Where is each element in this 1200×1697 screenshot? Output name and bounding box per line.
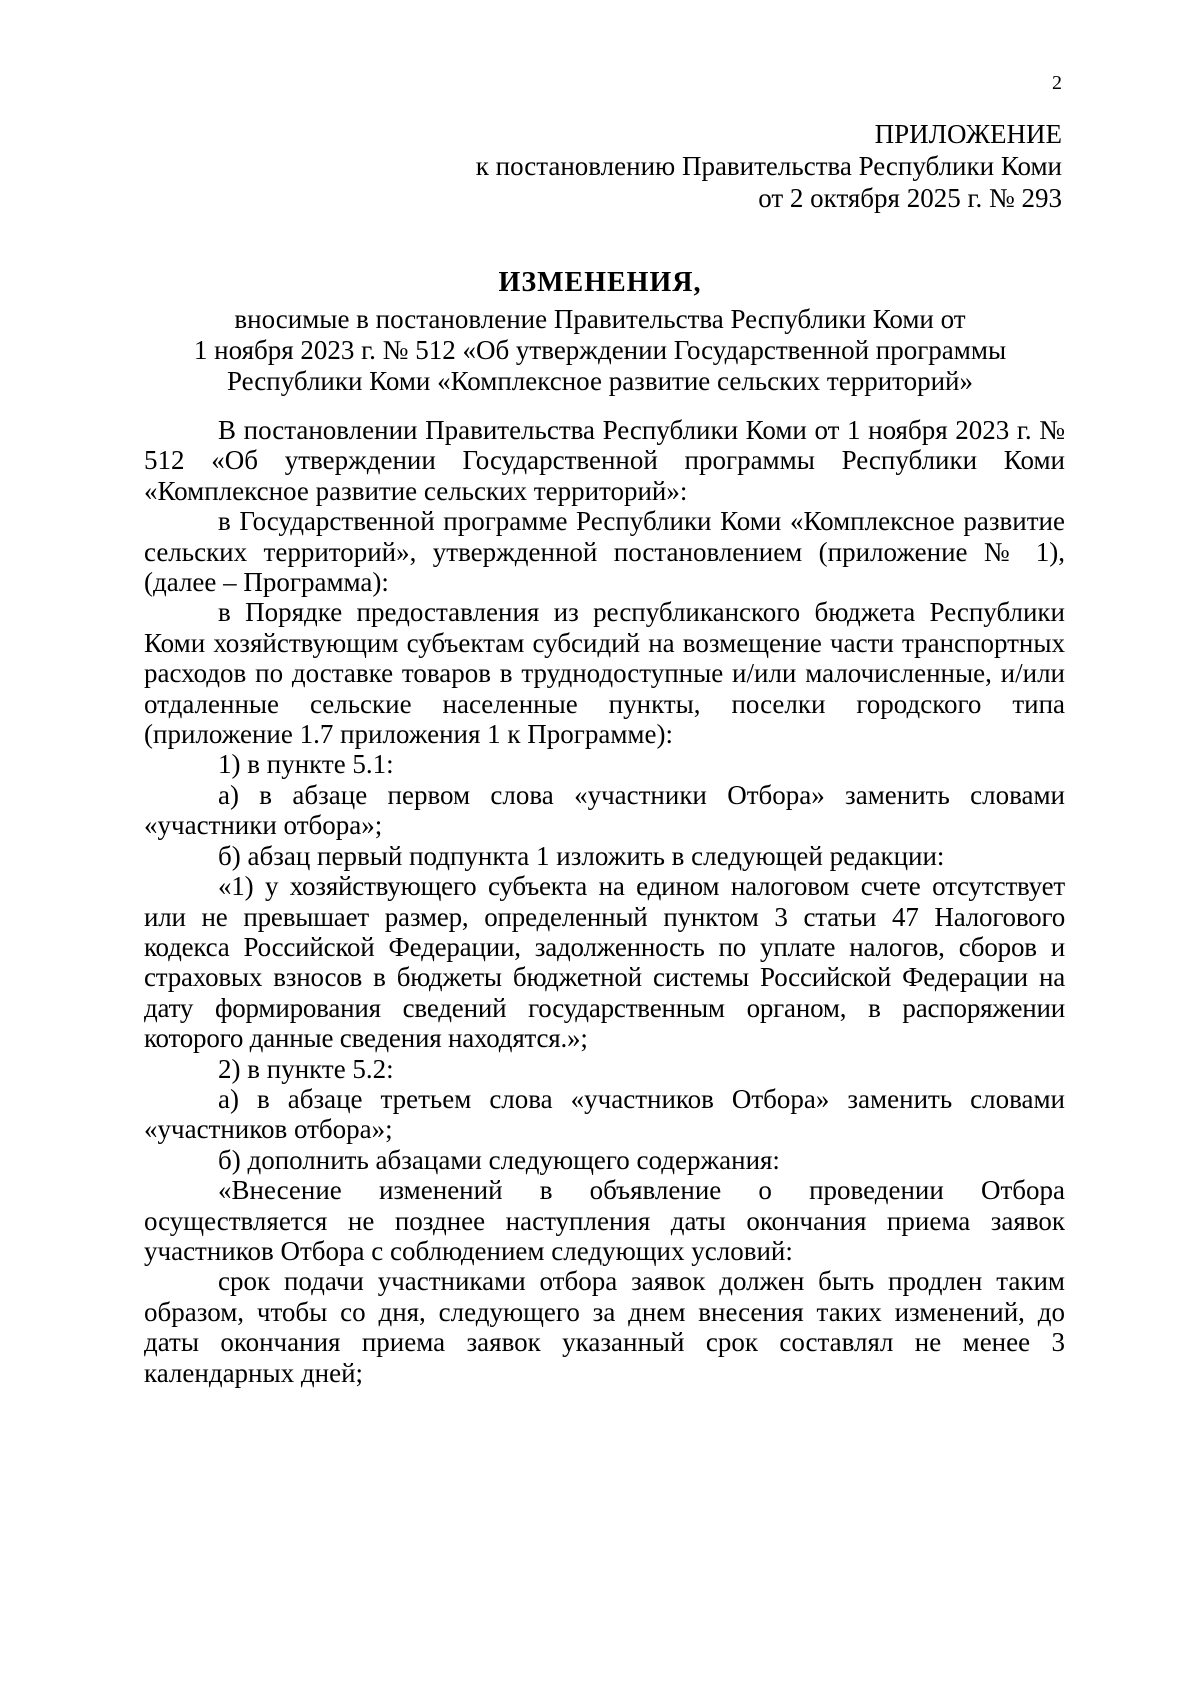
body-paragraph: б) абзац первый подпункта 1 изложить в следующей редакции: <box>218 840 945 871</box>
title-subline-2: 1 ноября 2023 г. № 512 «Об утверждении Государственной программы <box>193 335 1007 365</box>
approval-label: ПРИЛОЖЕНИЕ <box>874 119 1062 149</box>
body-paragraph: «1) у хозяйствующего субъекта на едином налоговом счете отсутствует или не превышает размер, определенный пунктом 3 статьи 47 Налогового кодекса Российской Федерации, задолженность по уплате налогов, сборов и страховых взносов в бюджеты бюджетной системы Российской Федерации на дату формирования сведений государственным органом, в распоряжении которого данные сведения находятся.»; <box>144 871 1065 1054</box>
body-paragraph: в Государственной программе Республики Коми «Комплексное развитие сельских территорий», утвержденной постановлением (приложение № 1), (далее – Программа): <box>144 506 1065 598</box>
approval-date-number: от 2 октября 2025 г. № 293 <box>758 183 1062 213</box>
approval-to-resolution: к постановлению Правительства Республики Коми <box>475 151 1062 181</box>
body-paragraph: В постановлении Правительства Республики Коми от 1 ноября 2023 г. № 512 «Об утверждении Государственной программы Республики Коми «Комплексное развитие сельских территорий»: <box>144 415 1065 506</box>
title-heading: ИЗМЕНЕНИЯ, <box>498 267 702 298</box>
approval-block <box>476 118 1062 214</box>
body-paragraph: срок подачи участниками отбора заявок должен быть продлен таким образом, чтобы со дня, следующего за днем внесения таких изменений, до даты окончания приема заявок указанный срок составлял не менее 3 календарных дней; <box>144 1266 1065 1388</box>
document-title <box>0 266 1200 397</box>
title-subline-3: Республики Коми «Комплексное развитие сельских территорий» <box>226 366 973 396</box>
body-paragraph: «Внесение изменений в объявление о проведении Отбора осуществляется не позднее наступления даты окончания приема заявок участников Отбора с соблюдением следующих условий: <box>144 1175 1065 1266</box>
title-subline-1: вносимые в постановление Правительства Республики Коми от <box>234 304 966 334</box>
body-paragraph: в Порядке предоставления из республиканского бюджета Республики Коми хозяйствующим субъектам субсидий на возмещение части транспортных расходов по доставке товаров в труднодоступные и/или малочисленные, и/или отдаленные сельские населенные пункты, поселки городского типа (приложение 1.7 приложения 1 к Программе): <box>144 597 1065 750</box>
page-number: 2 <box>1052 72 1062 94</box>
body-paragraph: б) дополнить абзацами следующего содержания: <box>218 1144 780 1175</box>
body-paragraph: а) в абзаце третьем слова «участников Отбора» заменить словами «участников отбора»; <box>144 1083 1065 1145</box>
body-paragraph: а) в абзаце первом слова «участники Отбора» заменить словами «участники отбора»; <box>144 779 1065 841</box>
document-body <box>144 415 1065 1388</box>
body-paragraph: 2) в пункте 5.2: <box>218 1053 394 1084</box>
body-paragraph: 1) в пункте 5.1: <box>218 749 394 780</box>
